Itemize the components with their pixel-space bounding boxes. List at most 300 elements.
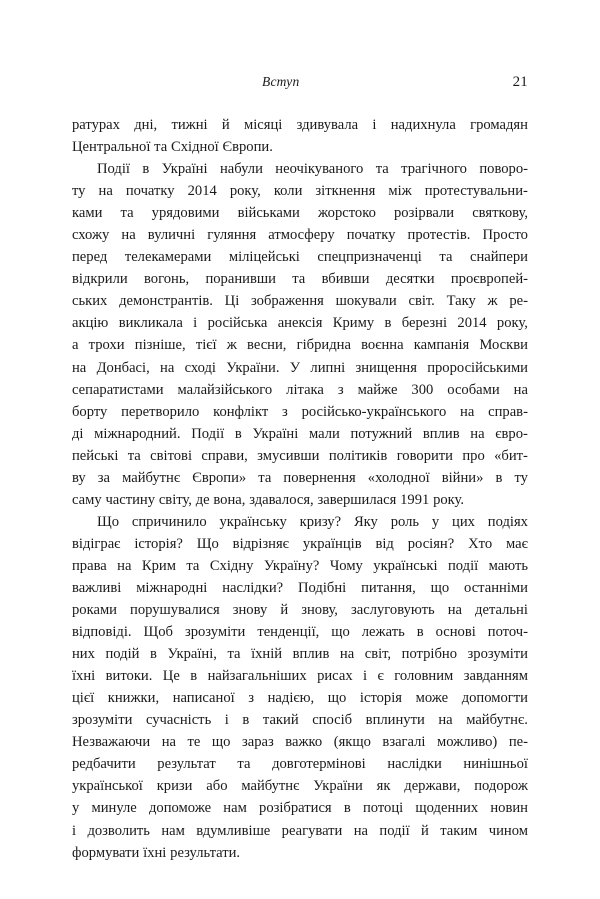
word: трохи	[88, 337, 125, 354]
word: Незважаючи	[72, 734, 151, 751]
word: вогонь,	[144, 271, 190, 288]
paragraph	[72, 158, 528, 511]
word: подіях	[487, 513, 528, 530]
word: на	[98, 183, 113, 200]
word: зрозуміти	[184, 624, 246, 641]
word: Чому	[329, 557, 363, 574]
word: надихнула	[390, 117, 456, 133]
word: у	[72, 800, 80, 817]
word: мають	[488, 557, 528, 574]
word: початку	[125, 183, 175, 200]
word: в	[150, 646, 157, 663]
word: святкову,	[472, 205, 528, 222]
word: та	[127, 447, 141, 464]
paragraph	[72, 114, 528, 158]
word: політиків	[328, 447, 388, 464]
word: воєнна	[361, 337, 404, 354]
word: урядовими	[151, 205, 220, 222]
word: в	[142, 161, 150, 178]
word: справ-	[488, 403, 528, 420]
body-text-block	[72, 114, 528, 864]
word: світові	[150, 447, 193, 464]
word: тієї	[195, 337, 217, 354]
word: та	[186, 557, 200, 574]
word: на	[513, 381, 528, 398]
word: світ.	[408, 293, 435, 310]
word: відрізняє	[232, 535, 289, 552]
word: сепаратистами	[72, 381, 164, 398]
word: та	[439, 249, 453, 266]
word: протестів.	[407, 227, 471, 244]
word: та	[154, 139, 168, 156]
word: відкрили	[72, 271, 128, 288]
text-line	[72, 114, 528, 136]
word: роль	[390, 513, 420, 530]
text-line	[72, 224, 528, 246]
word: поточ-	[487, 624, 528, 641]
word: наслідки?	[222, 579, 284, 596]
word: на	[470, 425, 485, 442]
word: повернення	[283, 469, 356, 486]
word: ре-	[509, 293, 528, 310]
word: ж	[487, 293, 498, 310]
text-line	[72, 665, 528, 687]
word: Східної	[171, 139, 219, 156]
word: права	[72, 557, 107, 574]
text-line	[72, 312, 528, 334]
word: шокували	[335, 293, 397, 310]
text-line	[72, 334, 528, 356]
word: детальні	[475, 602, 528, 619]
word: ками	[72, 205, 103, 222]
word: атмосферу	[268, 227, 335, 244]
word: що	[211, 734, 231, 751]
word: вплив	[422, 425, 460, 442]
word: на	[460, 403, 475, 420]
word: кризи	[156, 778, 193, 795]
word: війни»	[441, 469, 484, 486]
word: Просто	[482, 227, 528, 244]
word: нинішньої	[463, 756, 528, 773]
word: року.	[433, 491, 465, 508]
word: можливо)	[437, 734, 498, 751]
word: міліцейські	[228, 249, 300, 266]
word: між	[388, 183, 412, 200]
word: ратурах	[72, 117, 120, 133]
word: ву	[72, 469, 86, 486]
text-line	[72, 180, 528, 202]
word: що	[430, 579, 450, 596]
text-line	[72, 555, 528, 577]
word: в	[416, 624, 424, 641]
word: держави,	[404, 778, 461, 795]
word: демонстрантів.	[119, 293, 213, 310]
word: на	[72, 359, 87, 376]
word: Європи»	[192, 469, 247, 486]
word: громадян	[470, 117, 528, 133]
word: майбутнє	[241, 778, 300, 795]
text-line	[72, 158, 528, 180]
word: Україні,	[167, 646, 217, 663]
word: відповіді.	[72, 624, 132, 641]
word: міжнародний.	[94, 425, 181, 442]
word: основі	[435, 624, 476, 641]
word: події	[379, 822, 410, 839]
word: останніми	[464, 579, 528, 596]
word: змусивши	[257, 447, 320, 464]
word: світ,	[364, 646, 392, 663]
running-head-title: Вступ	[262, 74, 300, 89]
word: книжки,	[107, 690, 160, 707]
word: відіграє	[72, 535, 121, 552]
text-line	[72, 268, 528, 290]
word: Східну	[209, 557, 254, 574]
word: знову	[232, 602, 268, 619]
word: в	[234, 425, 242, 442]
word: з	[248, 690, 255, 707]
word: та	[120, 205, 134, 222]
word: весни,	[247, 337, 287, 354]
word: завданням	[463, 668, 528, 685]
word: те	[187, 734, 201, 751]
word: неочікуваного	[275, 161, 364, 178]
word: допоможе	[148, 800, 212, 817]
word: протестувальни-	[424, 183, 528, 200]
word: дні,	[134, 117, 158, 133]
text-line	[72, 687, 528, 709]
word: Україні	[161, 161, 208, 178]
word: вплинути	[365, 712, 425, 729]
word: завершилася	[317, 491, 397, 508]
word: (якщо	[333, 734, 371, 751]
word: подорож	[474, 778, 528, 795]
word: та	[227, 646, 241, 663]
word: особами	[447, 381, 500, 398]
text-line	[72, 467, 528, 489]
word: та	[237, 756, 251, 773]
word: на	[117, 557, 132, 574]
word: Події	[97, 161, 130, 178]
word: події	[447, 557, 479, 574]
word: на	[447, 602, 462, 619]
text-line	[72, 820, 528, 842]
word: ді	[72, 425, 84, 442]
text-line	[72, 379, 528, 401]
word: 2014	[187, 183, 217, 200]
word: гібридна	[296, 337, 351, 354]
word: 1991	[400, 491, 430, 508]
word: що	[327, 690, 347, 707]
word: Україні	[252, 425, 299, 442]
word: «холодної	[367, 469, 430, 486]
word: може	[415, 690, 449, 707]
word: української	[72, 778, 143, 795]
word: на	[161, 734, 177, 751]
word: заслуговують	[351, 602, 435, 619]
word: та	[258, 469, 272, 486]
text-line	[72, 842, 528, 864]
word: і	[363, 668, 368, 685]
word: їхні	[72, 668, 96, 685]
word: роками	[72, 602, 117, 619]
word: вуличні	[147, 227, 196, 244]
word: росіян?	[407, 535, 455, 552]
word: євро-	[495, 425, 528, 442]
text-line	[72, 136, 528, 158]
word: кампанія	[413, 337, 470, 354]
text-line	[72, 401, 528, 423]
word: і	[224, 712, 229, 729]
word: рисах	[317, 668, 353, 685]
word: історія	[359, 690, 402, 707]
word: Що	[97, 513, 120, 530]
word: та	[375, 161, 389, 178]
text-line	[72, 709, 528, 731]
word: викликала	[118, 315, 183, 332]
word: літака	[286, 381, 324, 398]
word: довготермінові	[272, 756, 366, 773]
word: майбутнє	[122, 469, 181, 486]
paragraph	[72, 511, 528, 864]
word: 2014	[457, 315, 487, 332]
word: здавалося,	[249, 491, 314, 508]
word: історія?	[134, 535, 183, 552]
word: російсько-українського	[301, 403, 447, 420]
word: спосіб	[312, 712, 353, 729]
word: що	[331, 624, 350, 641]
word: у	[431, 513, 440, 530]
word: вплив	[292, 646, 330, 663]
text-line	[72, 357, 528, 379]
word: чином	[488, 822, 528, 839]
word: набули	[219, 161, 263, 178]
word: зрозуміти	[72, 712, 133, 729]
word: їхні	[143, 844, 167, 861]
word: від	[375, 535, 394, 552]
word: жорстоко	[317, 205, 376, 222]
word: борту	[72, 403, 108, 420]
word: тижні	[171, 117, 208, 133]
word: їхній	[251, 646, 283, 663]
word: ських	[72, 293, 108, 310]
word: минуле	[91, 800, 137, 817]
word: витоки.	[105, 668, 153, 685]
word: Україну?	[263, 557, 320, 574]
word: українські	[373, 557, 438, 574]
word: Центральної	[72, 139, 151, 156]
word: формувати	[72, 844, 140, 861]
word: року,	[229, 183, 261, 200]
word: і	[193, 315, 198, 332]
word: знову,	[301, 602, 338, 619]
word: цих	[452, 513, 475, 530]
word: важко	[285, 734, 323, 751]
word: результат	[157, 756, 216, 773]
word: Ці	[224, 293, 240, 310]
word: на	[160, 359, 175, 376]
text-line	[72, 246, 528, 268]
word: міжнародні	[136, 579, 208, 596]
word: гуляння	[207, 227, 257, 244]
word: написаної	[172, 690, 235, 707]
word: них	[72, 646, 95, 663]
word: світу,	[158, 491, 192, 508]
word: за	[97, 469, 111, 486]
word: в	[242, 712, 250, 729]
word: в	[343, 800, 351, 817]
word: березні	[401, 315, 448, 332]
word: потоці	[362, 800, 404, 817]
word: пе-	[508, 734, 528, 751]
word: липні	[310, 359, 346, 376]
word: частину	[105, 491, 156, 508]
word: Донбасі,	[96, 359, 150, 376]
word: щоденних	[415, 800, 479, 817]
word: вона,	[213, 491, 246, 508]
word: Що	[196, 535, 219, 552]
word: зображення	[250, 293, 324, 310]
text-line	[72, 621, 528, 643]
word: реагувати	[281, 822, 343, 839]
word: наслідки	[387, 756, 442, 773]
text-line	[72, 423, 528, 445]
word: сучасність	[145, 712, 212, 729]
word: а	[72, 337, 79, 354]
word: кризу?	[299, 513, 342, 530]
word: Подібні	[298, 579, 347, 596]
word: майже	[357, 381, 398, 398]
word: сході	[184, 359, 216, 376]
word: ту	[72, 183, 86, 200]
word: редбачити	[72, 756, 136, 773]
word: місяці	[243, 117, 283, 133]
word: 300	[411, 381, 434, 398]
text-line	[72, 797, 528, 819]
word: порушувалися	[130, 602, 220, 619]
word: року,	[496, 315, 528, 332]
word: військами	[237, 205, 300, 222]
word: справи,	[201, 447, 248, 464]
word: і	[372, 117, 377, 133]
text-line	[72, 202, 528, 224]
word: розібратися	[259, 800, 332, 817]
word: Європи.	[222, 139, 273, 156]
text-line	[72, 643, 528, 665]
word: російська	[207, 315, 268, 332]
word: та	[292, 271, 306, 288]
word: нам	[223, 800, 247, 817]
word: перед	[72, 249, 108, 266]
word: з	[337, 381, 344, 398]
word: має	[506, 535, 528, 552]
word: або	[206, 778, 228, 795]
word: здивувала	[296, 117, 359, 133]
word: саму	[72, 491, 102, 508]
text-line	[72, 533, 528, 555]
text-line	[72, 731, 528, 753]
word: поранивши	[205, 271, 276, 288]
word: снайпери	[469, 249, 528, 266]
word: Події	[191, 425, 225, 442]
word: пейські	[72, 447, 119, 464]
word: потрібно	[401, 646, 457, 663]
word: десятки	[385, 271, 435, 288]
word: ж	[226, 337, 237, 354]
word: спричинило	[131, 513, 207, 530]
word: вбивши	[321, 271, 370, 288]
word: такий	[262, 712, 299, 729]
word: на	[121, 227, 136, 244]
word: найзагальніших	[207, 668, 307, 685]
word: на	[353, 822, 369, 839]
word: Це	[162, 668, 180, 685]
word: спецпризначенці	[317, 249, 422, 266]
word: У	[289, 359, 301, 376]
word: в	[190, 668, 198, 685]
word: допомогти	[461, 690, 528, 707]
text-line	[72, 290, 528, 312]
word: вдумливіше	[196, 822, 271, 839]
word: конфлікт	[213, 403, 269, 420]
text-line	[72, 599, 528, 621]
word: трагічного	[401, 161, 467, 178]
word: де	[195, 491, 210, 508]
text-line	[72, 775, 528, 797]
word: схожу	[72, 227, 110, 244]
text-line	[72, 753, 528, 775]
word: Яку	[353, 513, 378, 530]
text-line	[72, 445, 528, 467]
word: українців	[302, 535, 362, 552]
word: в	[384, 315, 392, 332]
word: зіткнення	[315, 183, 376, 200]
word: перетворило	[121, 403, 200, 420]
word: й	[280, 602, 289, 619]
word: з	[282, 403, 288, 420]
text-line	[72, 511, 528, 533]
word: України	[313, 778, 363, 795]
word: Щоб	[143, 624, 173, 641]
word: зараз	[241, 734, 274, 751]
word: «бит-	[494, 447, 528, 464]
word: майбутнє.	[466, 712, 528, 729]
word: тенденції,	[257, 624, 320, 641]
word: знищення	[355, 359, 417, 376]
word: зрозуміти	[467, 646, 528, 663]
word: поворо-	[479, 161, 528, 178]
word: проросійськими	[427, 359, 528, 376]
word: є	[377, 668, 384, 685]
word: новин	[490, 800, 528, 817]
word: початку	[346, 227, 396, 244]
word: взагалі	[382, 734, 426, 751]
word: нам	[161, 822, 185, 839]
word: таким	[440, 822, 478, 839]
word: подій	[105, 646, 140, 663]
word: цієї	[72, 690, 95, 707]
word: й	[421, 822, 429, 839]
text-line	[72, 489, 528, 511]
word: телекамерами	[124, 249, 212, 266]
page-number: 21	[512, 74, 528, 90]
word: питання,	[361, 579, 416, 596]
word: як	[376, 778, 391, 795]
word: мали	[308, 425, 340, 442]
word: потужний	[350, 425, 413, 442]
word: Таку	[446, 293, 476, 310]
word: Криму	[332, 315, 375, 332]
word: і	[72, 822, 77, 839]
